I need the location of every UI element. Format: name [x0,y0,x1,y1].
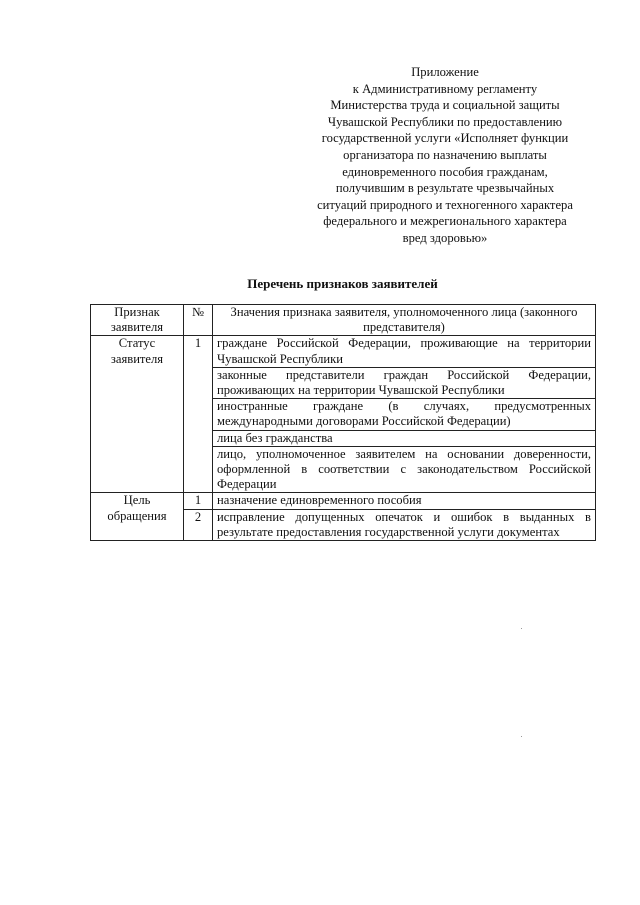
appendix-line: к Административному регламенту [352,81,538,96]
value-cell: граждане Российской Федерации, проживающие на территории Чувашской Республики [213,336,596,367]
value-cell: иностранные граждане (в случаях, предусмотренных международными договорами Российской Федерации) [213,399,596,430]
appendix-line: вред здоровью» [402,230,488,245]
value-cell: лицо, уполномоченное заявителем на основании доверенности, оформленной в соответствии с законодательством Российской Федерации [213,446,596,493]
header-values: Значения признака заявителя, уполномоченного лица (законного представителя) [213,305,596,336]
appendix-line: Чувашской Республики по предоставлению [327,114,563,129]
header-sign: Признак заявителя [91,305,184,336]
value-cell: назначение единовременного пособия [213,493,596,509]
value-cell: исправление допущенных опечаток и ошибок в выданных в результате предоставления государственной услуги документах [213,509,596,540]
appendix-line: ситуаций природного и техногенного характера [317,197,573,212]
scan-speck [521,628,522,629]
number-cell: 1 [184,493,213,509]
table-row [91,493,596,509]
appendix-line: получившим в результате чрезвычайных [335,181,555,196]
appendix-line: организатора по назначению выплаты [343,147,547,162]
header-number: № [184,305,213,336]
number-cell: 2 [184,509,213,540]
appendix-line: государственной услуги «Исполняет функции [321,131,569,146]
value-cell: законные представители граждан Российской Федерации, проживающих на территории Чувашской Республики [213,367,596,398]
table-row [91,336,596,367]
category-cell: Цель обращения [91,493,184,541]
appendix-block [300,64,590,247]
appendix-line: Министерства труда и социальной защиты [330,98,560,113]
value-cell: лица без гражданства [213,430,596,446]
document-title: Перечень признаков заявителей [247,276,438,291]
applicant-features-table [90,304,596,541]
appendix-line: единовременного пособия гражданам, [342,164,548,179]
scan-speck [521,736,522,737]
appendix-line: Приложение [411,65,479,79]
category-cell: Статус заявителя [91,336,184,493]
table-header-row [91,305,596,336]
appendix-line: федерального и межрегионального характера [323,214,567,229]
number-cell: 1 [184,336,213,493]
